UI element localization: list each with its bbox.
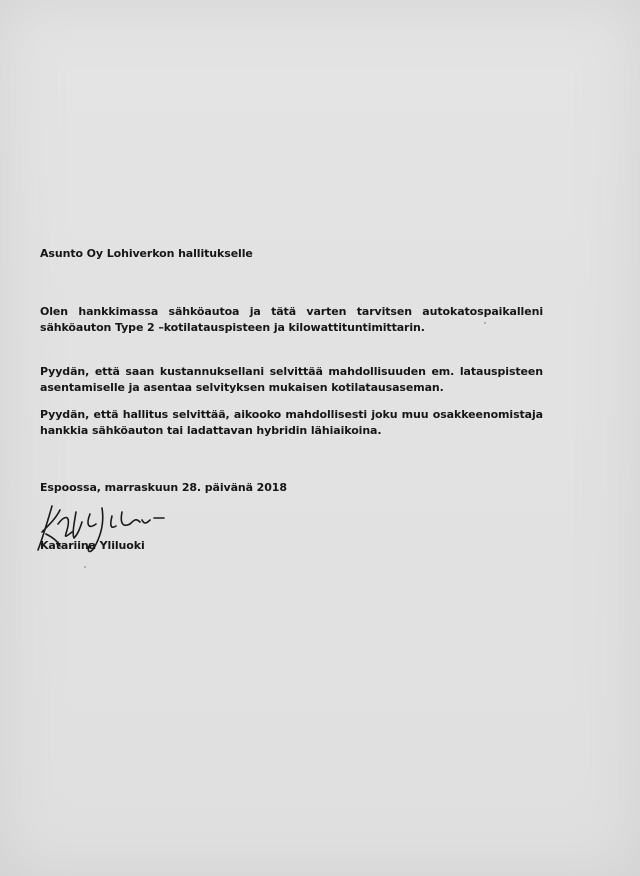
place-date-line: Espoossa, marraskuun 28. päivänä 2018 bbox=[40, 481, 287, 494]
signer-name: Katariina Yliluoki bbox=[40, 539, 145, 552]
scan-speck bbox=[484, 322, 486, 324]
paragraph-request-survey: Pyydän, että hallitus selvittää, aikooko mahdollisesti joku muu osakkeenomistaja hankkia sähköauton tai ladattavan hybridin lähiaikoina. bbox=[40, 408, 543, 437]
scan-speck bbox=[84, 566, 86, 568]
recipient-line: Asunto Oy Lohiverkon hallitukselle bbox=[40, 247, 253, 260]
paragraph-request-permission: Pyydän, että saan kustannuksellani selvittää mahdollisuuden em. latauspisteen asentamiselle ja asentaa selvityksen mukaisen kotilatausaseman. bbox=[40, 365, 543, 394]
paragraph-request-charger: Olen hankkimassa sähköautoa ja tätä varten tarvitsen autokatospaikalleni sähköauton Type 2 –kotilatauspisteen ja kilowattituntimittarin. bbox=[40, 305, 543, 334]
